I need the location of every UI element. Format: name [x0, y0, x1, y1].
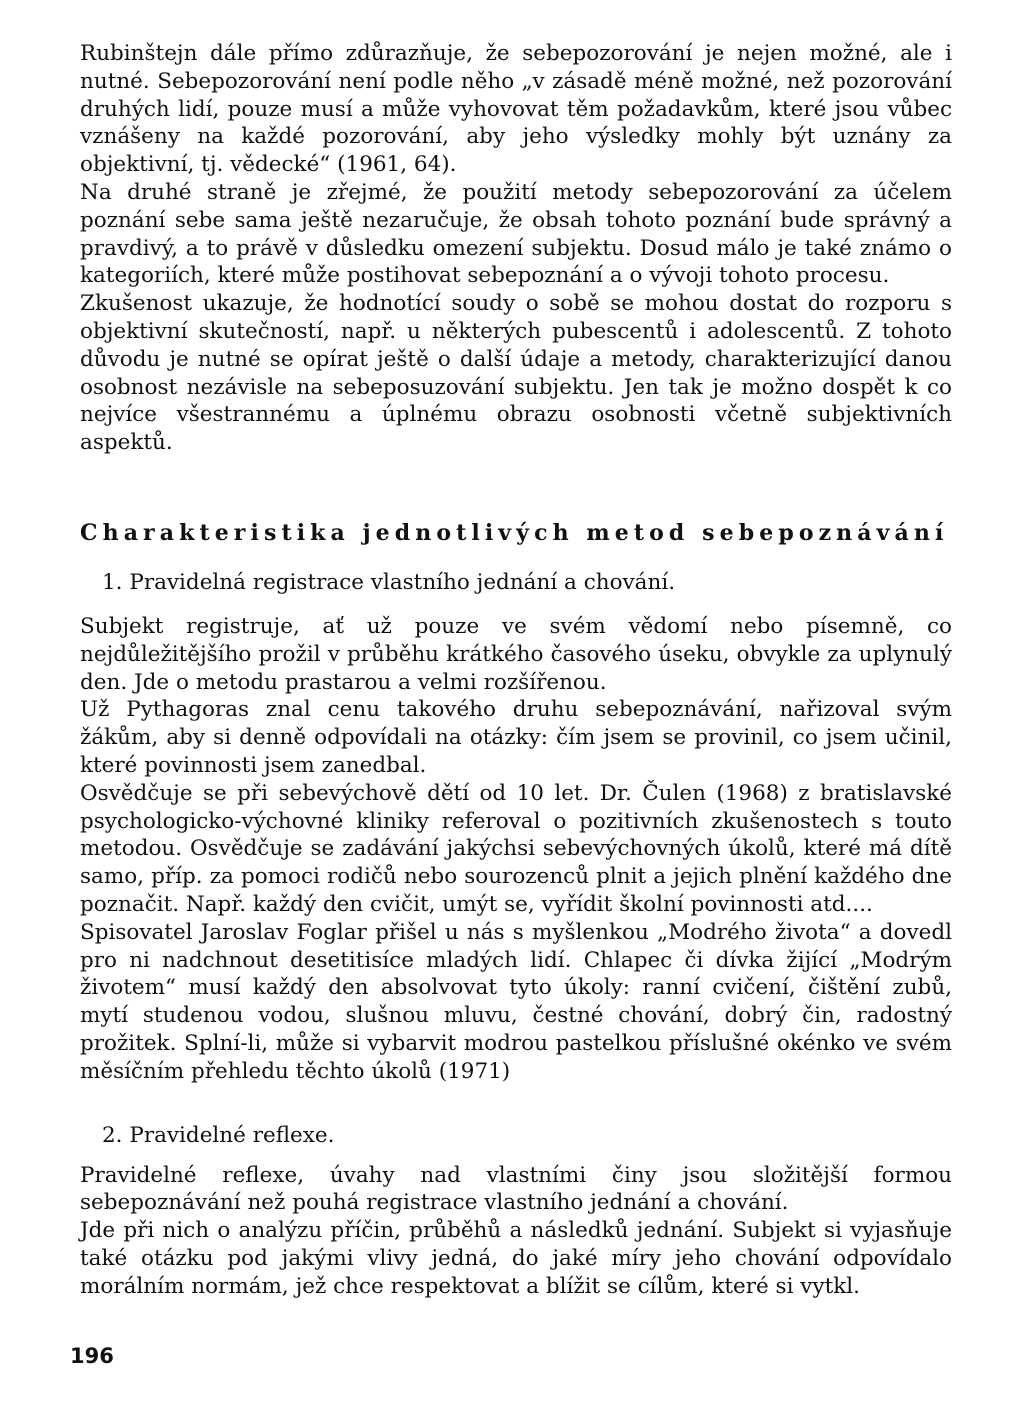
- method-1-paragraph-4: Spisovatel Jaroslav Foglar přišel u nás s myšlenkou „Modrého života“ a dovedl pro ni nadchnout desetitisíce mladých lidí. Chlapec či dívka žijící „Modrým životem“ musí každý den absolvovat tyto úkoly: ranní cvičení, čištění zubů, mytí studenou vodou, slušnou mluvu, čestné chování, dobrý čin, radostný prožitek. Splní-li, může si vybarvit modrou pastelkou příslušné okénko ve svém měsíčním přehledu těchto úkolů (1971): [80, 919, 952, 1084]
- method-2-title: 2. Pravidelné reflexe.: [102, 1122, 335, 1148]
- method-1-title: 1. Pravidelná registrace vlastního jednání a chování.: [102, 569, 676, 595]
- section-heading: Charakteristika jednotlivých metod sebepoznávání: [80, 519, 949, 546]
- paragraph-intro-3: Zkušenost ukazuje, že hodnotící soudy o sobě se mohou dostat do rozporu s objektivní skutečností, např. u některých pubescentů i adolescentů. Z tohoto důvodu je nutné se opírat ještě o další údaje a metody, charakterizující danou osobnost nezávisle na sebeposuzování subjektu. Jen tak je možno dospět k co nejvíce všestrannému a úplnému obrazu osobnosti včetně subjektivních aspektů.: [80, 291, 952, 456]
- method-1-paragraph-2: Už Pythagoras znal cenu takového druhu sebepoznávání, nařizoval svým žákům, aby si denně odpovídali na otázky: čím jsem se provinil, co jsem učinil, které povinnosti jsem zanedbal.: [80, 697, 952, 778]
- page-content: [80, 40, 952, 1300]
- paragraph-intro-2: Na druhé straně je zřejmé, že použití metody sebepozorování za účelem poznání sebe sama ještě nezaručuje, že obsah tohoto poznání bude správný a pravdivý, a to právě v důsledku omezení subjektu. Dosud málo je také známo o kategoriích, které může postihovat sebepoznání a o vývoji tohoto procesu.: [80, 179, 952, 289]
- page-number: 196: [70, 1344, 114, 1368]
- method-2-paragraph-1: Pravidelné reflexe, úvahy nad vlastními činy jsou složitější formou sebepoznávání než pouhá registrace vlastního jednání a chování.: [80, 1162, 952, 1216]
- method-1-paragraph-3: Osvědčuje se při sebevýchově dětí od 10 let. Dr. Čulen (1968) z bratislavské psychologicko-výchovné kliniky referoval o pozitivních zkušenostech s touto metodou. Osvědčuje se zadávání jakýchsi sebevýchovných úkolů, které má dítě samo, příp. za pomoci rodičů nebo sourozenců plnit a jejich plnění každého dne poznačit. Např. každý den cvičit, umýt se, vyřídit školní povinnosti atd....: [80, 780, 952, 917]
- paragraph-intro-1: Rubinštejn dále přímo zdůrazňuje, že sebepozorování je nejen možné, ale i nutné. Sebepozorování není podle něho „v zásadě méně možné, než pozorování druhých lidí, pouze musí a může vyhovovat těm požadavkům, které jsou vůbec vznášeny na každé pozorování, aby jeho výsledky mohly být uznány za objektivní, tj. vědecké“ (1961, 64).: [80, 41, 952, 178]
- method-2-paragraph-2: Jde při nich o analýzu příčin, průběhů a následků jednání. Subjekt si vyjasňuje také otázku pod jakými vlivy jedná, do jaké míry jeho chování odpovídalo morálním normám, jež chce respektovat a blížit se cílům, které si vytkl.: [80, 1218, 952, 1299]
- method-1-paragraph-1: Subjekt registruje, ať už pouze ve svém vědomí nebo písemně, co nejdůležitějšího prožil v průběhu krátkého časového úseku, obvykle za uplynulý den. Jde o metodu prastarou a velmi rozšířenou.: [80, 613, 952, 695]
